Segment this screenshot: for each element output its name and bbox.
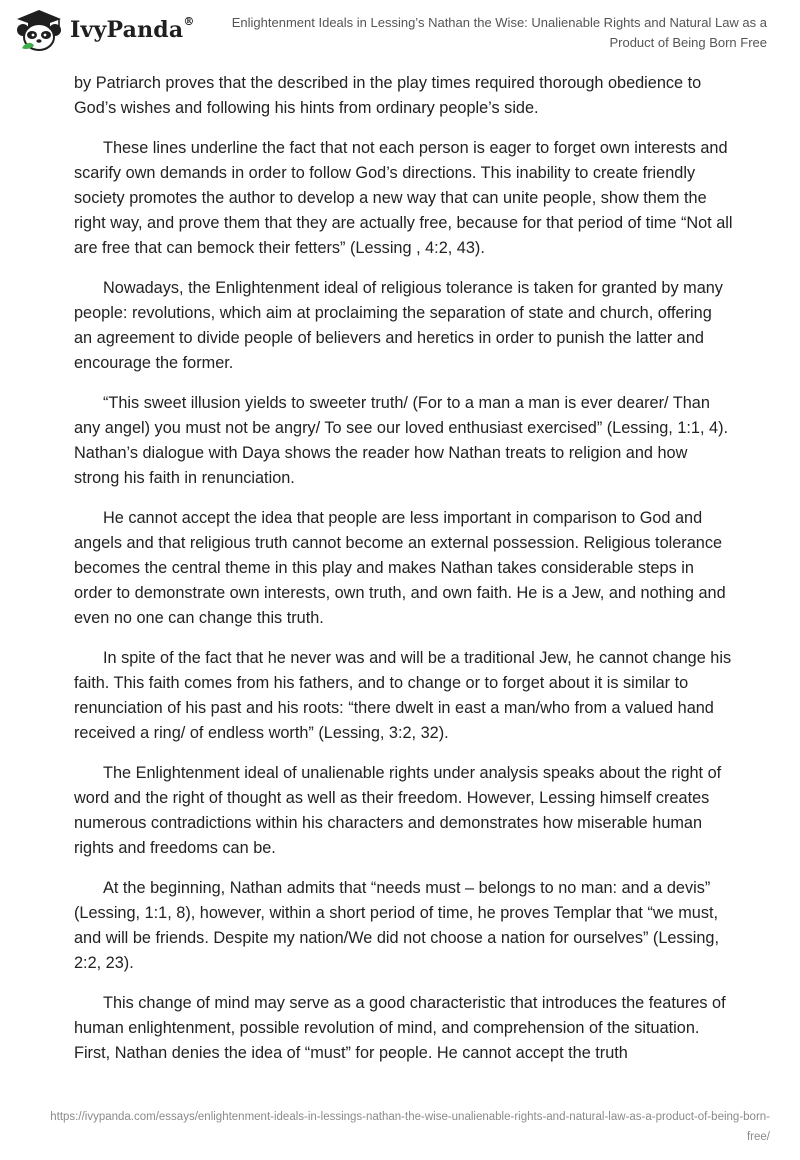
paragraph: He cannot accept the idea that people are less important in comparison to God and angels and that religious truth cannot become an external possession. Religious tolerance becomes the central theme in this play and makes Nathan takes considerable steps in order to demonstrate own interests, own truth, and own faith. He is a Jew, and nothing and even no one can change this truth. [74, 509, 726, 627]
paragraph: by Patriarch proves that the described in the play times required thorough obedience to God’s wishes and following his hints from ordinary people’s side. [74, 74, 702, 117]
paragraph: “This sweet illusion yields to sweeter truth/ (For to a man a man is ever dearer/ Than any angel) you must not be angry/ To see our loved enthusiast exercised” (Lessing, 1:1, 4). Nathan’s dialogue with Daya shows the reader how Nathan treats to religion and how strong his faith in renunciation. [74, 394, 729, 487]
ivypanda-logo[interactable] [14, 8, 195, 52]
brand-name: IvyPanda® [70, 15, 195, 43]
paragraph: In spite of the fact that he never was and will be a traditional Jew, he cannot change his faith. This faith comes from his fathers, and to change or to forget about it is similar to renunciation of his past and his roots: “there dwelt in east a man/who from a valued hand received a ring/ of endless worth” (Lessing, 3:2, 32). [74, 649, 732, 742]
paragraph: The Enlightenment ideal of unalienable rights under analysis speaks about the right of word and the right of thought as well as their freedom. However, Lessing himself creates numerous contradictions within his characters and demonstrates how miserable human rights and freedoms can be. [74, 764, 722, 857]
paragraph: At the beginning, Nathan admits that “needs must – belongs to no man: and a devis” (Lessing, 1:1, 8), however, within a short period of time, he proves Templar that “we must, and will be friends. Despite my nation/We did not choose a nation for ourselves” (Lessing, 2:2, 23). [74, 879, 719, 972]
essay-body [74, 71, 734, 1081]
document-title: Enlightenment Ideals in Lessing’s Nathan the Wise: Unalienable Rights and Natural Law as a Product of Being Born Free [231, 15, 767, 50]
page-header [0, 0, 800, 64]
source-url[interactable]: https://ivypanda.com/essays/enlightenment-ideals-in-lessings-nathan-the-wise-unalienable-rights-and-natural-law-as-a-product-of-being-born-free/ [50, 1111, 770, 1143]
paragraph: Nowadays, the Enlightenment ideal of religious tolerance is taken for granted by many people: revolutions, which aim at proclaiming the separation of state and church, offering an agreement to divide people of believers and heretics in order to punish the latter and encourage the former. [74, 279, 723, 372]
panda-graduate-icon [14, 8, 64, 52]
paragraph: This change of mind may serve as a good characteristic that introduces the features of human enlightenment, possible revolution of mind, and comprehension of the situation. First, Nathan denies the idea of “must” for people. He cannot accept the truth [74, 994, 726, 1062]
paragraph: These lines underline the fact that not each person is eager to forget own interests and scarify own demands in order to follow God’s directions. This inability to create friendly society promotes the author to develop a new way that can unite people, show them the right way, and prove them that they are actually free, because for that period of time “Not all are free that can bemock their fetters” (Lessing , 4:2, 43). [74, 139, 733, 257]
